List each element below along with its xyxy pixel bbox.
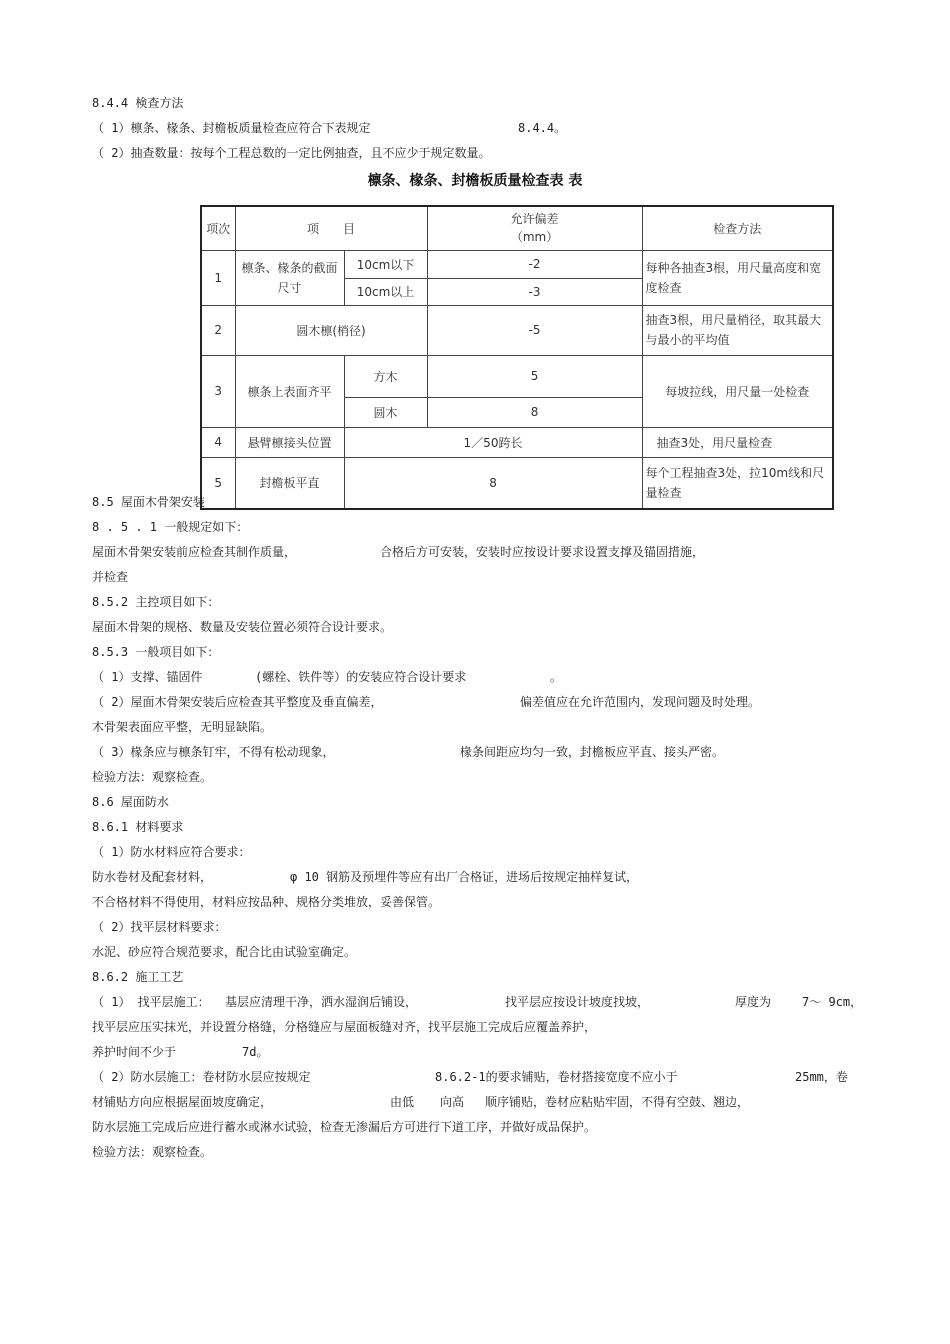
table-row — [201, 427, 833, 457]
quality-check-table — [200, 205, 834, 510]
text-line: 找平层应按设计坡度找坡， — [505, 995, 650, 1009]
text-line: （ 1）檩条、椽条、封檐板质量检查应符合下表规定 — [92, 121, 385, 135]
text-line: 向高 — [440, 1095, 479, 1109]
table-row — [201, 305, 833, 355]
text-line: 屋面木骨架安装前应检查其制作质量， — [92, 545, 297, 559]
text-line: 8.5.2 主控项目如下： — [92, 595, 220, 609]
row-no: 1 — [201, 250, 235, 305]
row-tolerance: 8 — [344, 457, 642, 509]
row-item: 圆木檩(梢径) — [235, 305, 427, 355]
row-tolerance: 5 — [427, 355, 642, 397]
table-row — [201, 355, 833, 397]
text-line: 顺序铺贴，卷材应粘贴牢固，不得有空鼓、翘边， — [485, 1095, 750, 1109]
text-line: 基层应清理干净，洒水湿润后铺设， — [225, 995, 418, 1009]
header-tolerance: 允许偏差 （mm） — [427, 206, 642, 250]
row-tolerance: -5 — [427, 305, 642, 355]
header-item: 项 目 — [235, 206, 427, 250]
table-caption: 檩条、椽条、封檐板质量检查表 表 — [367, 173, 583, 189]
row-tolerance: -3 — [427, 278, 642, 305]
text-line: （ 2）抽查数量：按每个工程总数的一定比例抽查，且不应少于规定数量。 — [92, 146, 491, 160]
row-method: 抽查3根，用尺量梢径，取其最大与最小的平均值 — [642, 305, 833, 355]
row-no: 3 — [201, 355, 235, 427]
text-line: 防水卷材及配套材料， — [92, 870, 213, 884]
row-tolerance: 1／50跨长 — [344, 427, 642, 457]
text-line: 木骨架表面应平整，无明显缺陷。 — [92, 720, 273, 734]
text-line: 检验方法：观察检查。 — [92, 770, 213, 784]
text-line: 7～ 9cm， — [802, 995, 863, 1009]
text-line: 材铺贴方向应根据屋面坡度确定， — [92, 1095, 273, 1109]
text-line: 偏差值应在允许范围内，发现问题及时处理。 — [520, 695, 761, 709]
header-item-no: 项次 — [201, 206, 235, 250]
text-line: (螺栓、铁件等）的安装应符合设计要求 — [255, 670, 467, 684]
text-line: 8.6.2 施工工艺 — [92, 970, 184, 984]
table-row — [201, 457, 833, 509]
text-line: 8.6.2-1的要求铺贴，卷材搭接宽度不应小于 — [435, 1070, 678, 1084]
text-line: 屋面木骨架的规格、数量及安装位置必须符合设计要求。 — [92, 620, 393, 634]
text-line: 合格后方可安装，安装时应按设计要求设置支撑及锚固措施， — [380, 545, 705, 559]
row-no: 5 — [201, 457, 235, 509]
text-line: （ 1）支撑、锚固件 — [92, 670, 210, 684]
text-line: （ 2）找平层材料要求： — [92, 920, 227, 934]
row-method: 每个工程抽查3处，拉10m线和尺量检查 — [642, 457, 833, 509]
row-no: 4 — [201, 427, 235, 457]
text-line: 防水层施工完成后应进行蓄水或淋水试验，检查无渗漏后方可进行下道工序，并做好成品保护。 — [92, 1120, 597, 1134]
text-line: φ 10 钢筋及预埋件等应有出厂合格证，进场后按规定抽样复试， — [290, 870, 639, 884]
text-line: 找平层应压实抹光，并设置分格缝，分格缝应与屋面板缝对齐，找平层施工完成后应覆盖养护， — [92, 1020, 597, 1034]
text-line: 椽条间距应均匀一致，封檐板应平直、接头严密。 — [460, 745, 725, 759]
text-line: 养护时间不少于 — [92, 1045, 191, 1059]
row-sub-item: 圆木 — [344, 397, 427, 427]
table-header-row — [201, 206, 833, 250]
row-tolerance: -2 — [427, 250, 642, 278]
row-sub-item: 10cm以上 — [344, 278, 427, 305]
text-line: 不合格材料不得使用，材料应按品种、规格分类堆放，妥善保管。 — [92, 895, 441, 909]
text-line: （ 1） 找平层施工： — [92, 995, 232, 1009]
text-line: 8.5.3 一般项目如下： — [92, 645, 220, 659]
row-item: 檩条上表面齐平 — [235, 355, 344, 427]
text-line: （ 3）椽条应与檩条钉牢，不得有松动现象， — [92, 745, 335, 759]
row-item: 悬臂檩接头位置 — [235, 427, 344, 457]
text-line: 8.5 屋面木骨架安装 — [92, 495, 205, 509]
text-line: 25mm，卷 — [795, 1070, 848, 1084]
header-method: 检查方法 — [642, 206, 833, 250]
text-line: 由低 — [390, 1095, 429, 1109]
text-line: 检验方法：观察检查。 — [92, 1145, 213, 1159]
text-line: （ 1）防水材料应符合要求： — [92, 845, 251, 859]
row-method: 每坡拉线，用尺量一处检查 — [642, 355, 833, 427]
text-line: 8.4.4 検查方法 — [92, 96, 184, 110]
text-line: 8 . 5 . 1 一般规定如下： — [92, 520, 249, 534]
text-line: 厚度为 — [735, 995, 772, 1009]
text-line: 8.4.4。 — [518, 121, 567, 135]
row-sub-item: 方木 — [344, 355, 427, 397]
row-method: 抽查3处，用尺量检查 — [642, 427, 833, 457]
row-no: 2 — [201, 305, 235, 355]
row-sub-item: 10cm以下 — [344, 250, 427, 278]
row-method: 每种各抽查3根，用尺量高度和宽度检查 — [642, 250, 833, 305]
text-line: 并检查 — [92, 570, 129, 584]
row-item: 檩条、椽条的截面尺寸 — [235, 250, 344, 305]
text-line: 。 — [550, 670, 563, 684]
text-line: 8.6 屋面防水 — [92, 795, 169, 809]
row-tolerance: 8 — [427, 397, 642, 427]
row-item: 封檐板平直 — [235, 457, 344, 509]
text-line: （ 2）防水层施工：卷材防水层应按规定 — [92, 1070, 311, 1084]
text-line: 8.6.1 材料要求 — [92, 820, 184, 834]
text-line: （ 2）屋面木骨架安装后应检查其平整度及垂直偏差， — [92, 695, 383, 709]
text-line: 7d。 — [242, 1045, 269, 1059]
table-row — [201, 250, 833, 278]
text-line: 水泥、砂应符合规范要求，配合比由试验室确定。 — [92, 945, 357, 959]
